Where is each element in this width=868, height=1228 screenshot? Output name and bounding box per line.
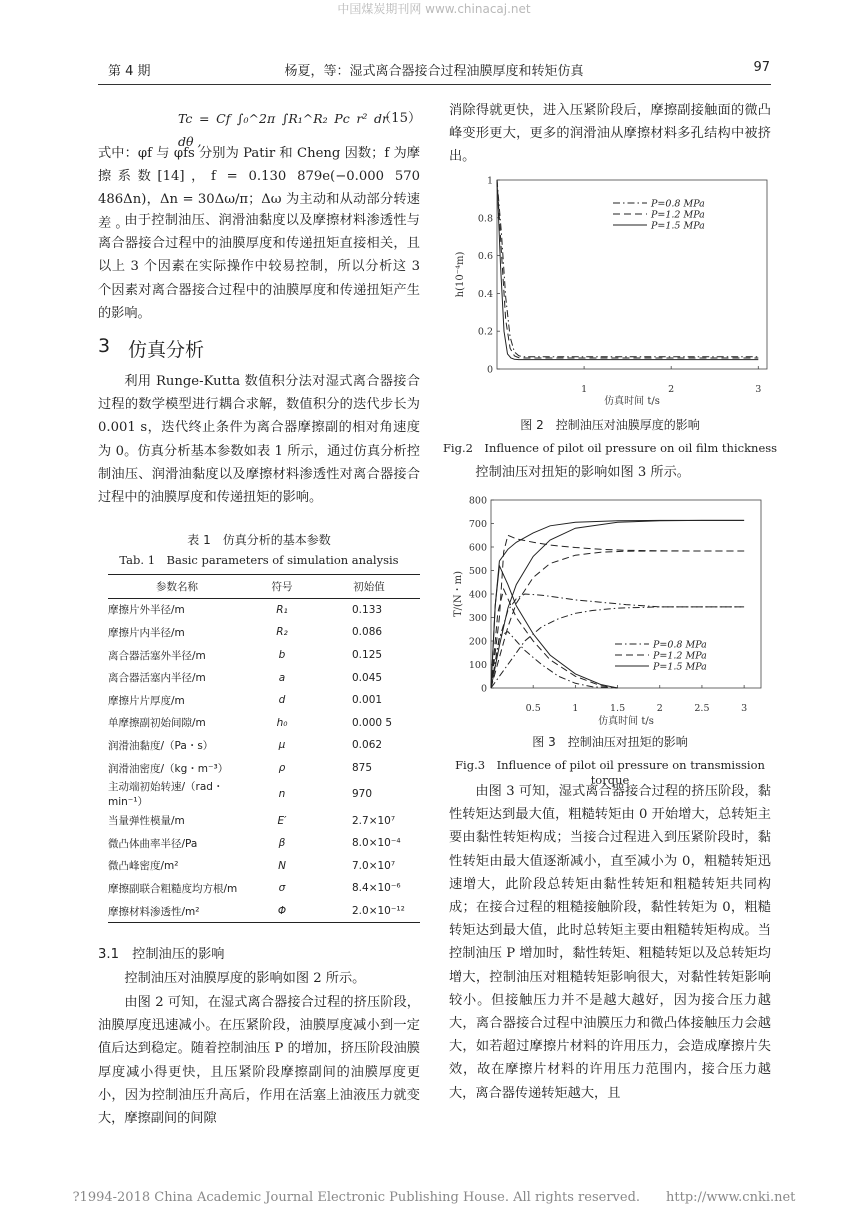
param-name-cell: 摩擦副联合粗糙度均方根/m [108, 882, 238, 895]
legend-label: P=0.8 MPa [653, 639, 707, 651]
y-tick-label: 700 [468, 519, 487, 530]
table-row [108, 621, 420, 644]
x-tick-label: 3 [741, 703, 748, 714]
param-name-cell: 微凸峰密度/m² [108, 860, 179, 873]
param-symbol-cell: R₂ [276, 626, 288, 639]
x-axis-label: 仿真时间 t/s [604, 396, 660, 407]
equation-15: Tc = Cf ∫₀^2π ∫R₁^R₂ Pc r² dr dθ , [178, 111, 388, 150]
y-axis-label: T/(N・m) [453, 570, 464, 618]
issue-number: 第 4 期 [108, 64, 151, 79]
param-name-cell: 当量弹性模量/m [108, 815, 185, 828]
paragraph-fig3-analysis: 由图 3 可知，湿式离合器接合过程的挤压阶段，黏性转矩达到最大值，粗糙转矩由 0 开始增大，总转矩主要由黏性转矩构成；当接合过程进入到压紧阶段时，黏性转矩由最大值逐渐减小，直至减小为 0，粗糙转矩迅速增大，此阶段总转矩由黏性转矩和粗糙转矩共同构成；在接合过程的粗糙接触阶段，黏性转矩为 0，粗糙转矩达到最大值，此时总转矩主要由粗糙转矩构成。当控制油压 P 增加时，黏性转矩、粗糙转矩以及总转矩均增大，控制油压对粗糙转矩影响很大，对黏性转矩影响较小。但接触压力并不是越大越好，因为接合压力越大，离合器接合过程中油膜压力和微凸体接触压力会越大，如若超过摩擦片材料的许用压力，会造成摩擦片失效，故在摩擦片材料的许用压力范围内，接合压力越大，离合器传递转矩越大，且 [449, 784, 771, 1101]
y-tick-label: 500 [468, 566, 487, 577]
legend-label: P=0.8 MPa [651, 198, 705, 210]
series-line [491, 632, 618, 688]
x-tick-label: 1 [581, 384, 588, 395]
y-tick-label: 100 [468, 660, 487, 671]
plot-frame [491, 500, 761, 688]
param-name-cell: 摩擦材料渗透性/m² [108, 900, 246, 923]
series-line [491, 589, 618, 688]
section-number: 3 [98, 335, 111, 357]
param-symbol-cell: b [278, 649, 286, 662]
y-tick-label: 400 [468, 589, 487, 601]
param-symbol-cell: μ [278, 739, 286, 752]
y-tick-label: 0 [480, 683, 487, 695]
table-row [108, 779, 420, 809]
param-name-cell: 微凸体曲率半径/Pa [108, 837, 198, 850]
param-symbol-cell: E′ [277, 814, 287, 827]
param-symbol-cell: d [278, 694, 286, 707]
param-value-cell: 0.045 [352, 671, 383, 684]
param-value-cell: 0.086 [352, 626, 383, 639]
running-title: 杨夏，等：湿式离合器接合过程油膜厚度和转矩仿真 [284, 64, 584, 79]
param-value-cell: 0.000 5 [352, 716, 393, 729]
paragraph-variables: 式中：φf 与 φfs 分别为 Patir 和 Cheng 因数；f 为摩擦系数[14]，f = 0.130 879e(−0.000 570 486Δn)，Δn = 30Δω/π；Δω 为主动和从动部分转速差 。 [98, 146, 420, 231]
column-header: 符号 [246, 575, 318, 599]
table-row [108, 598, 420, 621]
param-name-cell: 离合器活塞外半径/m [108, 649, 206, 662]
column-header: 初始值 [318, 575, 420, 599]
paragraph-fig2-analysis: 由图 2 可知，在湿式离合器接合过程的挤压阶段，油膜厚度迅速减小。在压紧阶段，油膜厚度减小到一定值后达到稳定。随着控制油压 P 的增加，挤压阶段油膜厚度减小得更快，且压紧阶段摩擦副间的油膜厚度更小，因为控制油压升高后，作用在活塞上油液压力就变大，摩擦副间的间隙 [98, 995, 420, 1127]
table-row [108, 757, 420, 780]
y-tick-label: 0.8 [477, 213, 493, 225]
table-caption-cn: 表 1 仿真分析的基本参数 [187, 533, 331, 547]
param-symbol-cell: ρ [278, 762, 286, 775]
table-row [108, 832, 420, 855]
x-tick-label: 1 [572, 703, 579, 714]
x-tick-label: 2 [668, 384, 675, 395]
table-row [108, 855, 420, 878]
y-tick-label: 800 [468, 495, 487, 507]
parameter-table [108, 574, 420, 923]
param-value-cell: 2.7×10⁷ [352, 814, 396, 827]
param-value-cell: 0.062 [352, 739, 383, 752]
section-title: 仿真分析 [128, 339, 205, 361]
table-row [108, 712, 420, 735]
x-axis-label: 仿真时间 t/s [598, 716, 654, 727]
paragraph-fig2-intro: 控制油压对油膜厚度的影响如图 2 所示。 [124, 971, 366, 986]
param-name-cell: 单摩擦副初始间隙/m [108, 717, 206, 730]
series-line [491, 566, 618, 688]
page-number: 97 [753, 60, 770, 75]
legend-label: P=1.5 MPa [651, 220, 705, 232]
figure-3-caption-en: Fig.3 Influence of pilot oil pressure on transmission torque [455, 758, 765, 787]
figure-2-chart [449, 172, 771, 410]
param-value-cell: 875 [352, 762, 373, 775]
param-value-cell: 970 [352, 788, 373, 801]
header-rule [98, 84, 771, 85]
param-name-cell: 主动端初始转速/（rad・min⁻¹） [108, 781, 224, 809]
table-row [108, 734, 420, 757]
param-name-cell: 摩擦片内半径/m [108, 626, 185, 639]
param-name-cell: 摩擦片片厚度/m [108, 694, 185, 707]
param-value-cell: 7.0×10⁷ [352, 859, 396, 872]
series-line [497, 180, 758, 357]
column-header: 参数名称 [108, 575, 246, 599]
table-header-row [108, 575, 420, 599]
x-tick-label: 2 [656, 703, 663, 714]
y-tick-label: 300 [468, 613, 487, 624]
legend-label: P=1.2 MPa [651, 209, 705, 221]
x-tick-label: 1.5 [610, 703, 626, 714]
x-tick-label: 2.5 [694, 703, 710, 714]
param-value-cell: 2.0×10⁻¹² [318, 900, 420, 923]
y-tick-label: 0.4 [477, 288, 493, 300]
param-symbol-cell: Φ [246, 900, 318, 923]
y-tick-label: 600 [468, 542, 487, 554]
x-tick-label: 0.5 [525, 703, 541, 714]
param-name-cell: 润滑油密度/（kg・m⁻³） [108, 762, 229, 775]
y-tick-label: 0.2 [477, 326, 493, 338]
param-value-cell: 0.133 [352, 603, 383, 616]
paragraph-factors: 由于控制油压、润滑油黏度以及摩擦材料渗透性与离合器接合过程中的油膜厚度和传递扭矩直接相关，且以上 3 个因素在实际操作中较易控制，所以分析这 3 个因素对离合器接合过程中的油膜厚度和传递扭矩产生的影响。 [98, 213, 420, 321]
param-symbol-cell: N [278, 859, 286, 872]
param-value-cell: 0.001 [352, 694, 383, 707]
param-name-cell: 润滑油黏度/（Pa・s） [108, 739, 214, 752]
table-row [108, 644, 420, 667]
param-symbol-cell: σ [278, 882, 286, 895]
x-tick-label: 3 [755, 384, 762, 395]
paragraph-method: 利用 Runge-Kutta 数值积分法对湿式离合器接合过程的数学模型进行耦合求解，数值积分的迭代步长为 0.001 s，迭代终止条件为离合器摩擦副的相对角速度为 0。仿真分析基本参数如表 1 所示，通过仿真分析控制油压、润滑油黏度以及摩擦材料渗透性对离合器接合过程中的油膜厚度和传递扭矩的影响。 [98, 374, 420, 506]
param-symbol-cell: h₀ [276, 716, 288, 729]
table-row [108, 900, 420, 923]
watermark: 中国煤炭期刊网 www.chinacaj.net [337, 2, 531, 16]
series-line [497, 180, 758, 360]
param-symbol-cell: a [278, 671, 286, 684]
figure-3-caption-cn: 图 3 控制油压对扭矩的影响 [532, 735, 688, 749]
paragraph-continued: 消除得就更快，进入压紧阶段后，摩擦副接触面的微凸峰变形更大，更多的润滑油从摩擦材料多孔结构中被挤出。 [449, 103, 771, 165]
figure-2-caption-en: Fig.2 Influence of pilot oil pressure on oil film thickness [442, 441, 778, 455]
table-row [108, 809, 420, 832]
y-axis-label: h(10⁻⁴m) [455, 251, 466, 298]
y-tick-label: 200 [468, 636, 487, 648]
param-value-cell: 8.0×10⁻⁴ [352, 837, 401, 850]
param-name-cell: 摩擦片外半径/m [108, 604, 185, 617]
figure-2-caption-cn: 图 2 控制油压对油膜厚度的影响 [520, 418, 700, 432]
table-row [108, 877, 420, 900]
subsection-title: 3.1 控制油压的影响 [98, 947, 225, 962]
y-tick-label: 0 [486, 364, 493, 376]
param-value-cell: 0.125 [352, 649, 383, 662]
table-row [108, 689, 420, 712]
param-symbol-cell: n [278, 788, 286, 801]
y-tick-label: 0.6 [477, 251, 493, 263]
figure-3-chart [449, 490, 771, 728]
legend-label: P=1.5 MPa [653, 661, 707, 673]
y-tick-label: 1 [486, 175, 493, 187]
table-caption-en: Tab. 1 Basic parameters of simulation analysis [119, 553, 399, 567]
series-line [497, 180, 758, 358]
footer-copyright: ?1994-2018 China Academic Journal Electronic Publishing House. All rights reserved. http://www.cnki.net [72, 1190, 796, 1205]
param-symbol-cell: β [278, 837, 286, 850]
plot-frame [497, 180, 767, 369]
param-symbol-cell: R₁ [276, 603, 288, 616]
legend-label: P=1.2 MPa [653, 650, 707, 662]
table-row [108, 666, 420, 689]
param-value-cell: 8.4×10⁻⁶ [352, 882, 401, 895]
equation-number: （15） [378, 111, 422, 126]
param-name-cell: 离合器活塞内半径/m [108, 672, 206, 685]
paragraph-fig3-intro: 控制油压对扭矩的影响如图 3 所示。 [475, 465, 690, 480]
